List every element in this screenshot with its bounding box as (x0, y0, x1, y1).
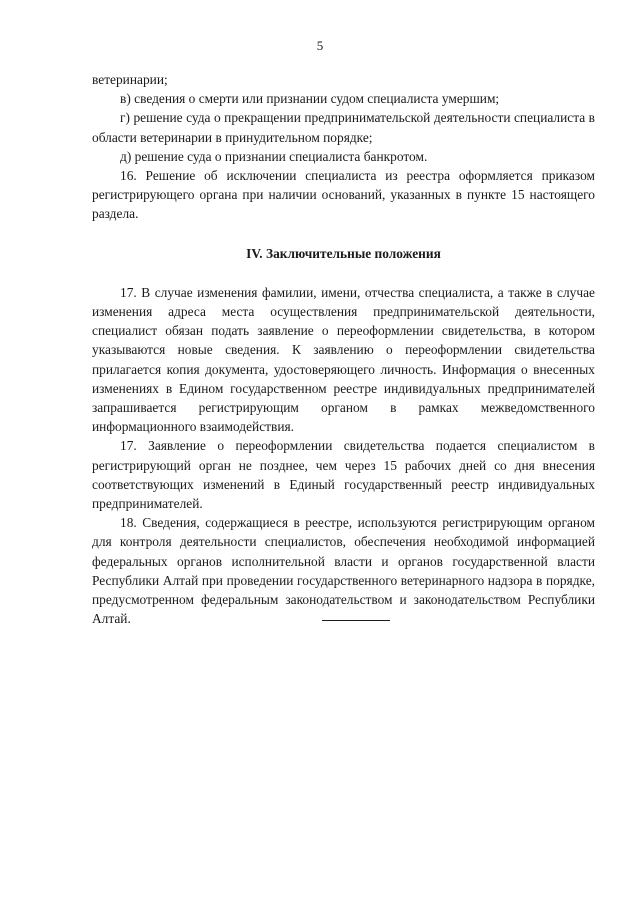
end-rule-divider (322, 620, 390, 621)
list-item-g: г) решение суда о прекращении предпринимательской деятельности специалиста в области ветеринарии в принудительном порядке; (92, 110, 595, 145)
paragraph-continuation: ветеринарии; (92, 72, 168, 87)
list-item-d: д) решение суда о признании специалиста банкротом. (120, 148, 428, 164)
list-item-b: в) сведения о смерти или признании судом специалиста умершим; (120, 91, 500, 107)
clause-17-b: 17. Заявление о переоформлении свидетельства подается специалистом в регистрирующий орган не позднее, чем через 15 рабочих дней со дня внесения соответствующих изменений в Единый государственный реестр индивидуальных предпринимателей. (92, 438, 595, 512)
clause-16: 16. Решение об исключении специалиста из реестра оформляется приказом регистрирующего органа при наличии оснований, указанных в пункте 15 настоящего раздела. (92, 168, 595, 222)
clause-18: 18. Сведения, содержащиеся в реестре, используются регистрирующим органом для контроля деятельности специалистов, обеспечения необходимой информацией федеральных органов исполнительной власти и органов государственной власти Республики Алтай при проведении государственного ветеринарного надзора в порядке, предусмотренном федеральным законодательством и законодательством Республики Алтай. (92, 515, 595, 627)
page-number: 5 (316, 38, 324, 53)
document-body (92, 70, 595, 628)
section-heading: IV. Заключительные положения (246, 245, 441, 261)
clause-17-a: 17. В случае изменения фамилии, имени, отчества специалиста, а также в случае изменения адреса места осуществления предпринимательской деятельности, специалист обязан подать заявление о переоформлении свидетельства, в котором указываются новые сведения. К заявлению о переоформлении свидетельства прилагается копия документа, удостоверяющего личность. Информация о внесенных изменениях в Едином государственном реестре индивидуальных предпринимателей запрашивается регистрирующим органом в рамках межведомственного информационного взаимодействия. (92, 284, 595, 435)
